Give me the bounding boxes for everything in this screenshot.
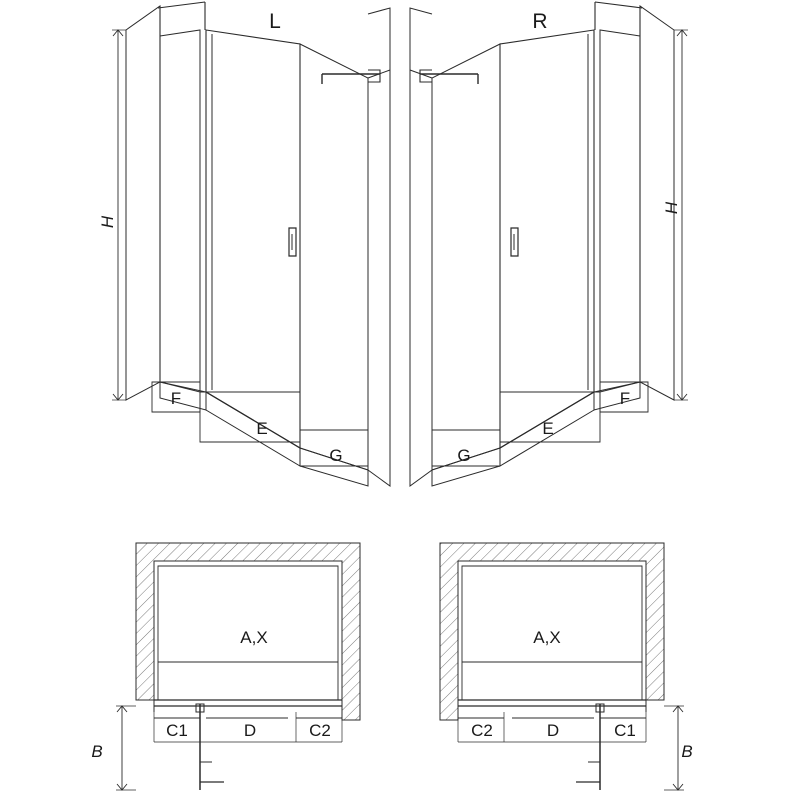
plan-right xyxy=(440,543,684,790)
plan-left xyxy=(116,543,360,790)
panel-label-left-f: F xyxy=(170,389,182,408)
plan-right-depth-label: B xyxy=(681,742,693,761)
plan-left-seg-c1: C1 xyxy=(166,721,188,740)
plan-right-seg-c1: C1 xyxy=(614,721,636,740)
elevation-left-title: L xyxy=(269,10,281,33)
height-label-right: H xyxy=(662,201,681,215)
plan-left-seg-c2: C2 xyxy=(309,721,331,740)
panel-label-right-e: E xyxy=(542,419,554,438)
plan-left-seg-d: D xyxy=(243,721,257,740)
plan-right-seg-c2: C2 xyxy=(471,721,493,740)
elevation-right xyxy=(410,2,688,486)
plan-right-seg-d: D xyxy=(546,721,560,740)
plan-right-top-label: A,X xyxy=(533,628,561,647)
panel-label-right-f: F xyxy=(619,389,631,408)
panel-label-left-g: G xyxy=(329,446,343,465)
panel-label-right-g: G xyxy=(457,446,471,465)
panel-label-left-e: E xyxy=(256,419,268,438)
elevation-right-title: R xyxy=(532,10,548,33)
elevation-left xyxy=(112,2,390,486)
plan-left-top-label: A,X xyxy=(240,628,268,647)
plan-left-depth-label: B xyxy=(91,742,103,761)
height-label-left: H xyxy=(98,215,117,229)
